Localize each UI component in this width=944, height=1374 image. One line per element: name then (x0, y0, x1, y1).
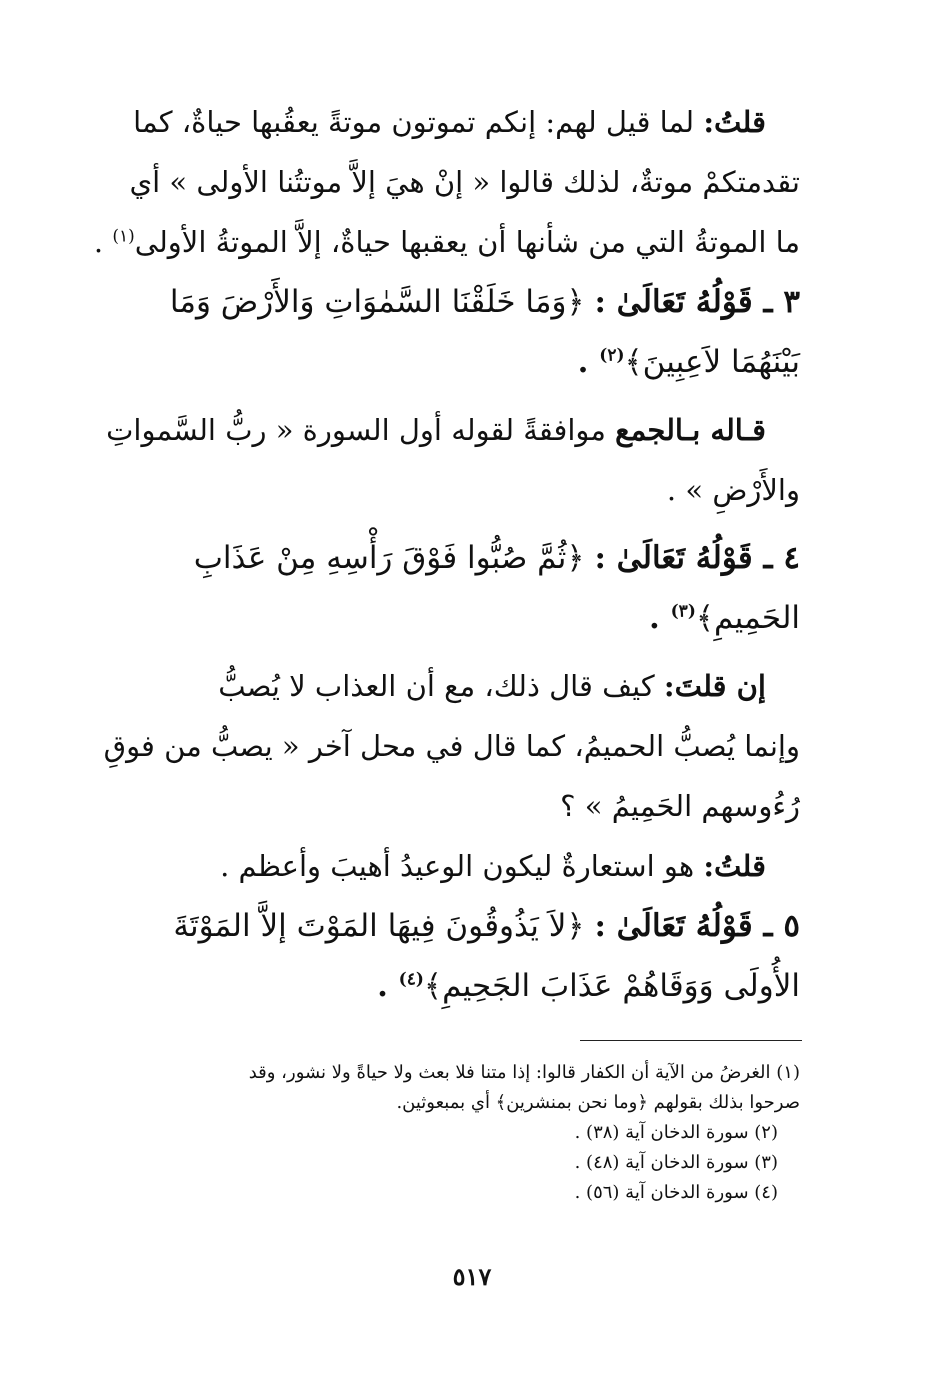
footnote-ref: (٣) (670, 601, 696, 622)
line-text: الحَمِيمِ﴾ (695, 600, 800, 636)
line-text: لما قيل لهم: إنكم تموتون موتةً يعقُبها حياةٌ، كما (133, 105, 704, 139)
line-text: ﴿ثُمَّ صُبُّوا فَوْقَ رَأْسِهِ مِنْ عَذَابِ (193, 540, 595, 576)
footnote-separator (580, 1040, 802, 1041)
line-text: موافقةً لقوله أول السورة « ربُّ السَّمواتِ (106, 413, 616, 447)
line-text: تقدمتكمْ موتةٌ، لذلك قالوا « إنْ هيَ إلاَّ موتتُنا الأولى » أي (129, 165, 800, 199)
lead-phrase: قلتُ: (703, 105, 766, 139)
text-line (140, 896, 800, 956)
lead-phrase: ٥ ـ قَوْلُهُ تَعَالَىٰ : (594, 908, 800, 944)
paragraph-gap (140, 648, 800, 656)
text-line (106, 400, 800, 460)
line-end: . (93, 225, 113, 259)
footnote-ref: (٤) (398, 969, 424, 990)
text-line (140, 528, 800, 588)
footnote-line: (١) الغرضُ من الآية أن الكفار قالوا: إذا متنا فلا بعث ولا حياةً ولا نشور، وقد (248, 1062, 800, 1083)
text-line (140, 776, 800, 836)
lead-phrase: إن قلتَ: (663, 669, 766, 703)
line-text: ﴿وَمَا خَلَقْنَا السَّمٰوَاتِ وَالأَرْضَ وَمَا (169, 284, 595, 320)
paragraph-gap (140, 520, 800, 528)
line-text: كيف قال ذلك، مع أن العذاب لا يُصبُّ (218, 669, 664, 703)
line-end: . (649, 600, 671, 636)
footnotes (140, 1058, 800, 1208)
footnote-line: صرحوا بذلك بقولهم ﴿وما نحن بمنشرين﴾ أي بمبعوثين. (396, 1092, 800, 1113)
text-line (140, 836, 800, 896)
page-number: ٥١٧ (452, 1262, 492, 1291)
footnote-line: (٣) سورة الدخان آية (٤٨) . (574, 1152, 778, 1173)
line-text: ما الموتةُ التي من شأنها أن يعقبها حياةٌ، إلاَّ الموتةُ الأولى (134, 225, 800, 259)
text-line (93, 212, 800, 272)
text-line (103, 716, 800, 776)
text-line (140, 956, 800, 1016)
line-end: . (577, 344, 600, 380)
line-text: والأَرْضِ » . (666, 473, 800, 507)
line-text: ﴿لاَ يَذُوقُونَ فِيهَا المَوْتَ إلاَّ المَوْتَةَ (173, 908, 595, 944)
footnote-ref: (٢) (599, 345, 625, 366)
line-text: هو استعارةٌ ليكون الوعيدُ أهيبَ وأعظم . (220, 849, 704, 883)
text-line (140, 588, 800, 648)
text-line (133, 92, 800, 152)
lead-phrase: ٣ ـ قَوْلُهُ تَعَالَىٰ : (594, 284, 800, 320)
line-text: وإنما يُصبُّ الحميمُ، كما قال في محل آخر « يصبُّ من فوقِ (103, 729, 800, 763)
text-line (140, 272, 800, 332)
line-text: بَيْنَهُمَا لاَعِبِينَ﴾ (624, 344, 800, 380)
footnote-ref: (١) (112, 226, 135, 247)
footnote-line: (٢) سورة الدخان آية (٣٨) . (574, 1122, 778, 1143)
line-text: الأُولَى وَوَقَاهُمْ عَذَابَ الجَحِيمِ﴾ (423, 968, 800, 1004)
line-end: . (377, 968, 399, 1004)
text-line (140, 656, 800, 716)
paragraph-gap (140, 392, 800, 400)
text-line (140, 332, 800, 392)
lead-phrase: ٤ ـ قَوْلُهُ تَعَالَىٰ : (594, 540, 800, 576)
text-line (129, 152, 800, 212)
footnote-line: (٤) سورة الدخان آية (٥٦) . (574, 1182, 778, 1203)
lead-phrase: قـاله بـالجمع (615, 413, 766, 447)
lead-phrase: قلتُ: (703, 849, 766, 883)
body-text (93, 92, 800, 1016)
line-text: رُءُوسهم الحَمِيمُ » ؟ (560, 789, 800, 823)
text-line (140, 460, 800, 520)
